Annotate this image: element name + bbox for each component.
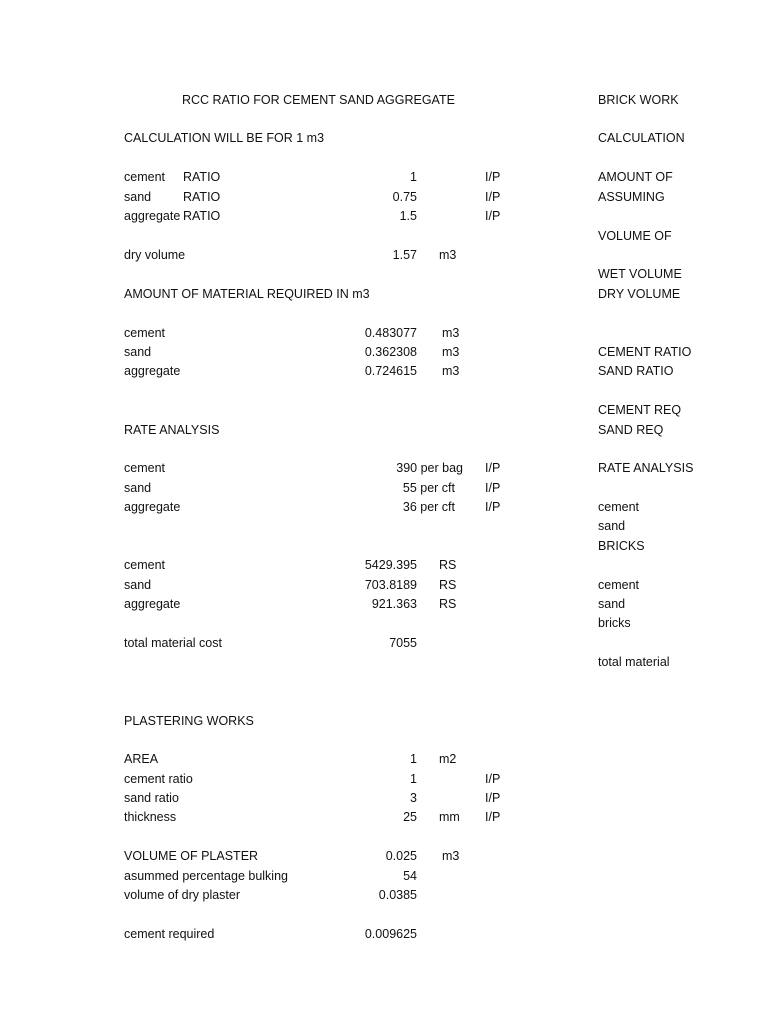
brick-cement-ratio-label: CEMENT RATIO: [598, 345, 692, 359]
plaster-label-cement-ratio: cement ratio: [124, 772, 193, 786]
amount-unit-cement: m3: [442, 326, 460, 340]
dry-volume-label: dry volume: [124, 248, 186, 262]
rate-heading: RATE ANALYSIS: [124, 423, 220, 437]
brick-title: BRICK WORK: [598, 93, 679, 107]
brick-sand-ratio-label: SAND RATIO: [598, 364, 674, 378]
plaster-label-sand-ratio: sand ratio: [124, 791, 179, 805]
total-cost-label: total material cost: [124, 636, 222, 650]
plaster-tag-cement-ratio: I/P: [485, 772, 501, 786]
plaster-value-sand-ratio: 3: [410, 791, 417, 805]
dry-volume-value: 1.57: [392, 248, 417, 262]
plaster-label-thickness: thickness: [124, 810, 177, 824]
plaster-label-area: AREA: [124, 752, 159, 766]
plaster-value-cement-ratio: 1: [410, 772, 417, 786]
rate-label-sand: sand: [124, 481, 152, 495]
ratio-value-sand: 0.75: [392, 190, 417, 204]
brick-rate-bricks: BRICKS: [598, 539, 645, 553]
amount-value-cement: 0.483077: [364, 326, 417, 340]
ratio-tag-sand: I/P: [485, 190, 501, 204]
cement-required-value: 0.009625: [364, 927, 417, 941]
cost-unit-aggregate: RS: [439, 597, 457, 611]
plaster-bulking-label: asummed percentage bulking: [124, 869, 288, 883]
brick-rate-cement: cement: [598, 500, 639, 514]
amount-unit-aggregate: m3: [442, 364, 460, 378]
cost-label-cement: cement: [124, 558, 165, 572]
brick-rate-heading: RATE ANALYSIS: [598, 461, 694, 475]
rcc-calc-note: CALCULATION WILL BE FOR 1 m3: [124, 131, 325, 145]
amount-label-aggregate: aggregate: [124, 364, 181, 378]
rate-value-cement: 390 per bag: [396, 461, 463, 475]
amount-value-sand: 0.362308: [364, 345, 417, 359]
plaster-volume-value: 0.025: [385, 849, 417, 863]
amount-value-aggregate: 0.724615: [364, 364, 417, 378]
brick-work-column: [598, 0, 694, 1024]
plaster-tag-sand-ratio: I/P: [485, 791, 501, 805]
ratio-tag-aggregate: I/P: [485, 209, 501, 223]
rate-value-sand: 55 per cft: [402, 481, 455, 495]
plaster-heading: PLASTERING WORKS: [124, 714, 254, 728]
plaster-volume-label: VOLUME OF PLASTER: [124, 849, 259, 863]
rate-label-aggregate: aggregate: [124, 500, 181, 514]
ratio-sub-aggregate: RATIO: [183, 209, 221, 223]
cement-required-label: cement required: [124, 927, 215, 941]
plaster-tag-thickness: I/P: [485, 810, 501, 824]
total-cost-value: 7055: [389, 636, 417, 650]
plaster-bulking-value: 54: [403, 869, 417, 883]
plaster-value-thickness: 25: [403, 810, 417, 824]
ratio-sub-cement: RATIO: [183, 170, 221, 184]
rate-value-aggregate: 36 per cft: [402, 500, 455, 514]
brick-assuming-label: ASSUMING: [598, 190, 665, 204]
dry-volume-unit: m3: [439, 248, 457, 262]
cost-label-aggregate: aggregate: [124, 597, 181, 611]
ratio-label-sand: sand: [124, 190, 152, 204]
ratio-sub-sand: RATIO: [183, 190, 221, 204]
cost-unit-cement: RS: [439, 558, 457, 572]
plaster-unit-area: m2: [439, 752, 457, 766]
brick-dry-volume-label: DRY VOLUME: [598, 287, 681, 301]
plaster-dry-volume-value: 0.0385: [378, 888, 417, 902]
ratio-label-aggregate: aggregate: [124, 209, 181, 223]
brick-cost-cement: cement: [598, 578, 639, 592]
rate-tag-aggregate: I/P: [485, 500, 501, 514]
amount-label-cement: cement: [124, 326, 165, 340]
rcc-title: RCC RATIO FOR CEMENT SAND AGGREGATE: [182, 93, 455, 107]
cost-value-sand: 703.8189: [364, 578, 417, 592]
brick-cost-bricks: bricks: [598, 616, 631, 630]
rate-tag-cement: I/P: [485, 461, 501, 475]
cost-label-sand: sand: [124, 578, 152, 592]
ratio-value-cement: 1: [410, 170, 417, 184]
plaster-volume-unit: m3: [442, 849, 460, 863]
brick-total-label: total material: [598, 655, 670, 669]
brick-calc-note: CALCULATION: [598, 131, 685, 145]
brick-sand-req-label: SAND REQ: [598, 423, 664, 437]
ratio-value-aggregate: 1.5: [399, 209, 417, 223]
plaster-unit-thickness: mm: [439, 810, 460, 824]
brick-wet-volume-label: WET VOLUME: [598, 267, 682, 281]
brick-rate-sand: sand: [598, 519, 626, 533]
brick-volume-label: VOLUME OF: [598, 229, 672, 243]
cost-value-cement: 5429.395: [364, 558, 417, 572]
ratio-tag-cement: I/P: [485, 170, 501, 184]
rate-label-cement: cement: [124, 461, 165, 475]
brick-amount-label: AMOUNT OF: [598, 170, 673, 184]
cost-value-aggregate: 921.363: [371, 597, 417, 611]
cost-unit-sand: RS: [439, 578, 457, 592]
brick-cost-sand: sand: [598, 597, 626, 611]
plaster-value-area: 1: [410, 752, 417, 766]
plaster-dry-volume-label: volume of dry plaster: [124, 888, 241, 902]
brick-cement-req-label: CEMENT REQ: [598, 403, 682, 417]
amount-unit-sand: m3: [442, 345, 460, 359]
ratio-label-cement: cement: [124, 170, 165, 184]
amount-label-sand: sand: [124, 345, 152, 359]
rate-tag-sand: I/P: [485, 481, 501, 495]
amount-heading: AMOUNT OF MATERIAL REQUIRED IN m3: [124, 287, 370, 301]
